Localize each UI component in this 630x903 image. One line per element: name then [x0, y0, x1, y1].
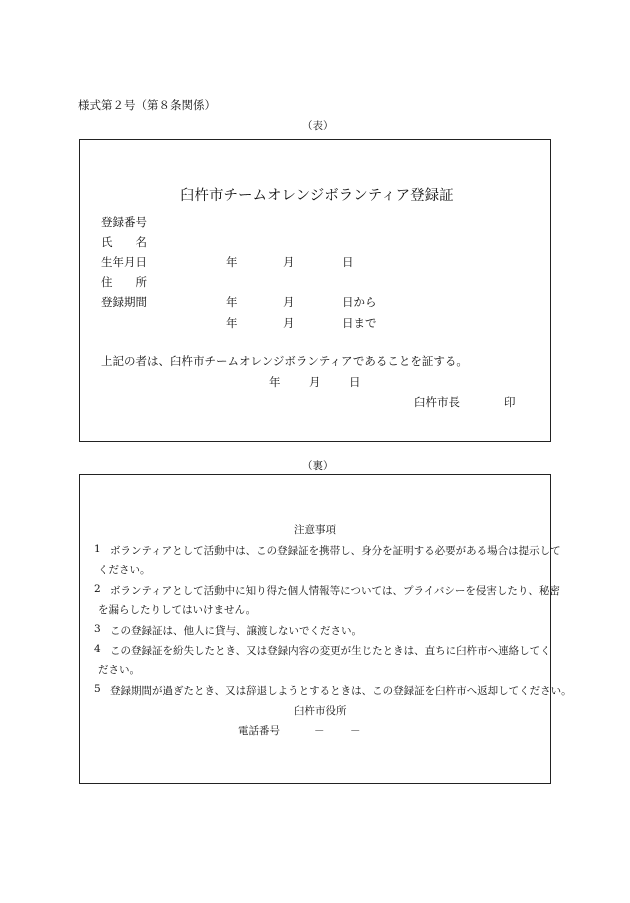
period-to-day-unit: 日まで [342, 316, 377, 330]
note-5-line1: 登録期間が過ぎたとき、又は辞退しようとするときは、この登録証を臼杵市へ返却してください。 [110, 685, 572, 697]
phone-dash-2: － [350, 725, 361, 737]
note-4-line1: この登録証を紛失したとき、又は登録内容の変更が生じたときは、直ちに臼杵市へ連絡してく [110, 645, 551, 657]
form-reference: 様式第２号（第８条関係） [78, 98, 216, 112]
note-3-number: 3 [94, 623, 101, 635]
note-1-line1: ボランティアとして活動中は、この登録証を携帯し、身分を証明する必要がある場合は提示して [110, 545, 561, 557]
office-name: 臼杵市役所 [294, 705, 347, 717]
note-5-number: 5 [94, 683, 101, 695]
birth-month-unit: 月 [283, 255, 295, 269]
phone-label: 電話番号 [238, 725, 280, 737]
certify-text: 上記の者は、臼杵市チームオレンジボランティアであることを証する。 [101, 354, 468, 368]
front-side-label: （表） [302, 120, 334, 132]
period-to-month-unit: 月 [283, 316, 295, 330]
note-2-number: 2 [94, 583, 101, 595]
note-2-line2: を漏らしたりしてはいけません。 [98, 604, 257, 616]
back-card [79, 474, 572, 784]
note-2-line1: ボランティアとして活動中に知り得た個人情報等については、プライバシーを侵害したり、秘密 [110, 585, 560, 597]
back-side-label: （裏） [302, 460, 334, 472]
note-1-line2: ください。 [98, 564, 151, 576]
field-label-reg-period: 登録期間 [101, 295, 147, 309]
birth-year-unit: 年 [226, 255, 238, 269]
issue-day-unit: 日 [349, 375, 361, 389]
field-label-name: 氏 名 [101, 235, 147, 249]
note-4-number: 4 [94, 643, 101, 655]
period-from-month-unit: 月 [283, 295, 295, 309]
phone-dash-1: － [314, 725, 325, 737]
field-label-address: 住 所 [101, 275, 147, 289]
mayor-label: 臼杵市長 [414, 395, 460, 409]
period-to-year-unit: 年 [226, 316, 238, 330]
note-3-line1: この登録証は、他人に貸与、譲渡しないでください。 [110, 625, 362, 637]
period-from-year-unit: 年 [226, 295, 238, 309]
issue-month-unit: 月 [309, 375, 321, 389]
front-card [79, 139, 551, 442]
card-title: 臼杵市チームオレンジボランティア登録証 [180, 188, 454, 204]
seal-label: 印 [504, 395, 516, 409]
notes-heading: 注意事項 [294, 524, 336, 536]
period-from-day-unit: 日から [342, 295, 377, 309]
field-label-birth-date: 生年月日 [101, 255, 147, 269]
note-1-number: 1 [94, 543, 101, 555]
field-label-reg-number: 登録番号 [101, 215, 147, 229]
issue-year-unit: 年 [269, 375, 281, 389]
note-4-line2: ださい。 [98, 664, 140, 676]
birth-day-unit: 日 [342, 255, 354, 269]
